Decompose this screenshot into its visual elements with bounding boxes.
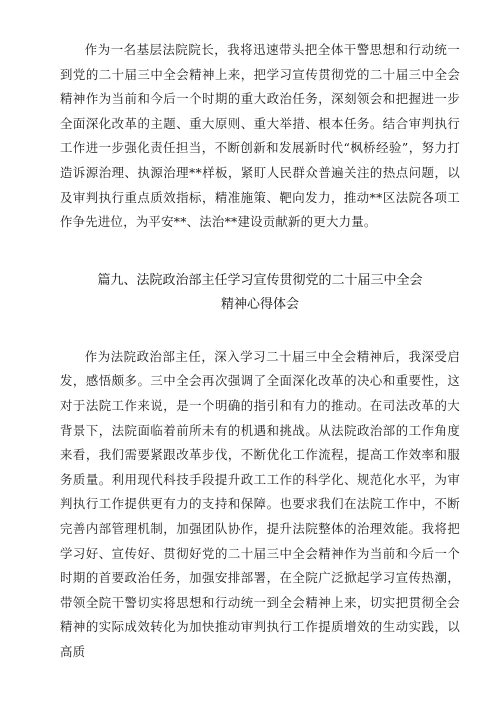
body-paragraph <box>60 38 460 235</box>
section-heading-line-2: 精神心得体会 <box>220 296 299 312</box>
body-paragraph <box>60 345 460 665</box>
section-heading-line-1: 篇九、法院政治部主任学习宣传贯彻党的二十届三中全会 <box>97 272 423 288</box>
paragraph-political-dept-reflection: 作为法院政治部主任，深入学习二十届三中全会精神后，我深受启发，感悟颇多。三中全会再次强调了全面深化改革的决心和重要性，这对于法院工作来说，是一个明确的指引和有力的推动。在司法改革的大背景下，法院面临着前所未有的机遇和挑战。从法院政治部的工作角度来看，我们需要紧跟改革步伐，不断优化工作流程，提高工作效率和服务质量。利用现代科技手段提升政工工作的科学化、规范化水平，为审判执行工作提供更有力的支持和保障。也要求我们在法院工作中，不断完善内部管理机制，加强团队协作，提升法院整体的治理效能。我将把学习好、宣传好、贯彻好党的二十届三中全会精神作为当前和今后一个时期的首要政治任务，加强安排部署，在全院广泛掀起学习宣传热潮，带领全院干警切实将思想和行动统一到全会精神上来，切实把贯彻全会精神的实际成效转化为加快推动审判执行工作提质增效的生动实践，以高质 <box>60 348 460 659</box>
section-heading <box>60 269 460 317</box>
paragraph-president-commitment: 作为一名基层法院院长，我将迅速带头把全体干警思想和行动统一到党的二十届三中全会精神上来，把学习宣传贯彻党的二十届三中全会精神作为当前和今后一个时期的重大政治任务，深刻领会和把握进一步全面深化改革的主题、重大原则、重大举措、根本任务。结合审判执行工作进一步强化责任担当，不断创新和发展新时代“枫桥经验”，努力打造诉源治理、执源治理**样板，紧盯人民群众普遍关注的热点问题，以及审判执行重点质效指标，精准施策、靶向发力，推动**区法院各项工作争先进位，为平安**、法治**建设贡献新的更大力量。 <box>60 42 460 230</box>
